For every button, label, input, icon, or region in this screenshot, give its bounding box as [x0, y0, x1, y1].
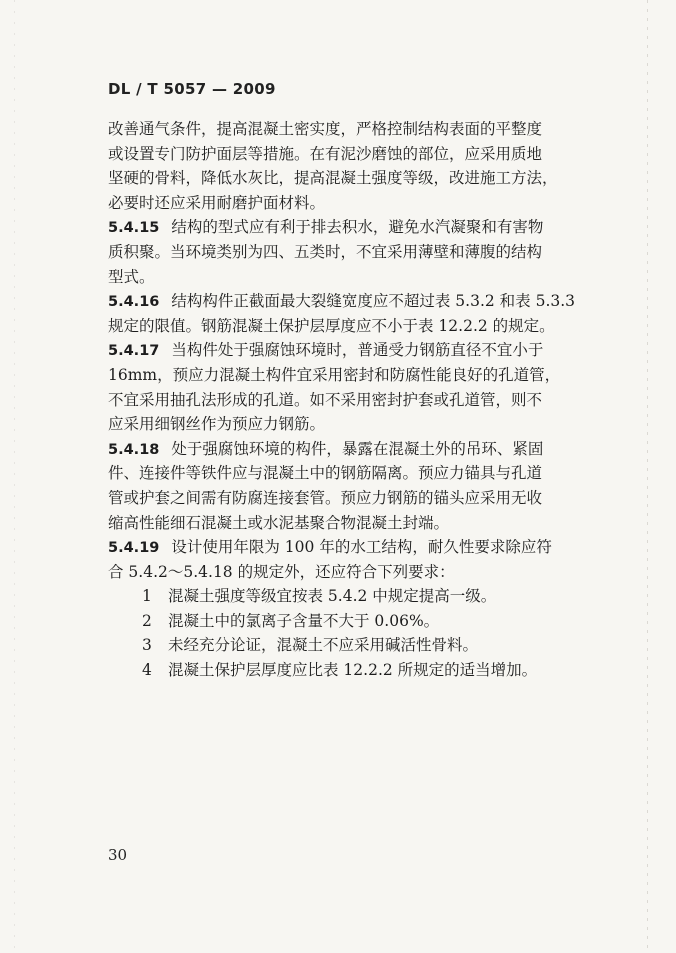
clause-number: 5.4.15 — [108, 220, 160, 237]
list-item — [108, 633, 598, 658]
text-line: 坚硬的骨料，降低水灰比，提高混凝土强度等级，改进施工方法， — [108, 169, 558, 188]
list-item-text: 混凝土保护层厚度应比表 12.2.2 所规定的适当增加。 — [168, 661, 538, 680]
text-line: 当构件处于强腐蚀环境时，普通受力钢筋直径不宜小于 — [171, 341, 544, 360]
list-item — [108, 658, 598, 683]
list-item — [108, 609, 598, 634]
text-line: 结构构件正截面最大裂缝宽度应不超过表 5.3.2 和表 5.3.3 — [171, 292, 576, 311]
list-item-number: 2 — [142, 611, 152, 630]
document-code-header: DL / T 5057 — 2009 — [108, 80, 276, 98]
list-item — [108, 584, 598, 609]
text-line: 缩高性能细石混凝土或水泥基聚合物混凝土封端。 — [108, 513, 450, 532]
text-line: 规定的限值。钢筋混凝土保护层厚度应不小于表 12.2.2 的规定。 — [108, 316, 555, 335]
text-line: 型式。 — [108, 267, 155, 286]
body-text — [108, 117, 598, 683]
scan-edge-left — [14, 0, 15, 953]
list-item-number: 3 — [142, 636, 152, 655]
text-line: 件、连接件等铁件应与混凝土中的钢筋隔离。预应力锚具与孔道 — [108, 464, 543, 483]
clause-5-4-19 — [108, 535, 598, 560]
clause-number: 5.4.16 — [108, 294, 160, 311]
text-line: 结构的型式应有利于排去积水，避免水汽凝聚和有害物 — [171, 218, 544, 237]
text-line: 不宜采用抽孔法形成的孔道。如不采用密封护套或孔道管，则不 — [108, 390, 543, 409]
text-line: 合 5.4.2～5.4.18 的规定外，还应符合下列要求： — [108, 562, 455, 581]
clause-5-4-16 — [108, 289, 598, 314]
list-item-text: 未经充分论证，混凝土不应采用碱活性骨料。 — [168, 636, 479, 655]
clause-number: 5.4.17 — [108, 343, 160, 360]
text-line: 应采用细钢丝作为预应力钢筋。 — [108, 415, 326, 434]
clause-5-4-17 — [108, 338, 598, 363]
clause-number: 5.4.18 — [108, 441, 160, 458]
text-line: 或设置专门防护面层等措施。在有泥沙磨蚀的部位，应采用质地 — [108, 144, 543, 163]
text-line: 质积聚。当环境类别为四、五类时，不宜采用薄壁和薄腹的结构 — [108, 242, 543, 261]
list-item-number: 1 — [142, 587, 152, 606]
text-line: 管或护套之间需有防腐连接套管。预应力钢筋的锚头应采用无收 — [108, 488, 543, 507]
clause-number: 5.4.19 — [108, 540, 160, 557]
text-line: 必要时还应采用耐磨护面材料。 — [108, 193, 326, 212]
scan-edge-right — [647, 0, 648, 953]
text-line: 设计使用年限为 100 年的水工结构，耐久性要求除应符 — [171, 538, 552, 557]
text-line: 改善通气条件，提高混凝土密实度，严格控制结构表面的平整度 — [108, 120, 543, 138]
text-line: 16mm，预应力混凝土构件宜采用密封和防腐性能良好的孔道管， — [108, 365, 561, 384]
list-item-number: 4 — [142, 661, 152, 680]
page-number: 30 — [108, 846, 128, 864]
clause-5-4-15 — [108, 215, 598, 240]
clause-5-4-18 — [108, 437, 598, 462]
list-item-text: 混凝土中的氯离子含量不大于 0.06%。 — [168, 611, 440, 630]
text-line: 处于强腐蚀环境的构件，暴露在混凝土外的吊环、紧固 — [171, 439, 544, 458]
list-item-text: 混凝土强度等级宜按表 5.4.2 中规定提高一级。 — [168, 587, 497, 606]
